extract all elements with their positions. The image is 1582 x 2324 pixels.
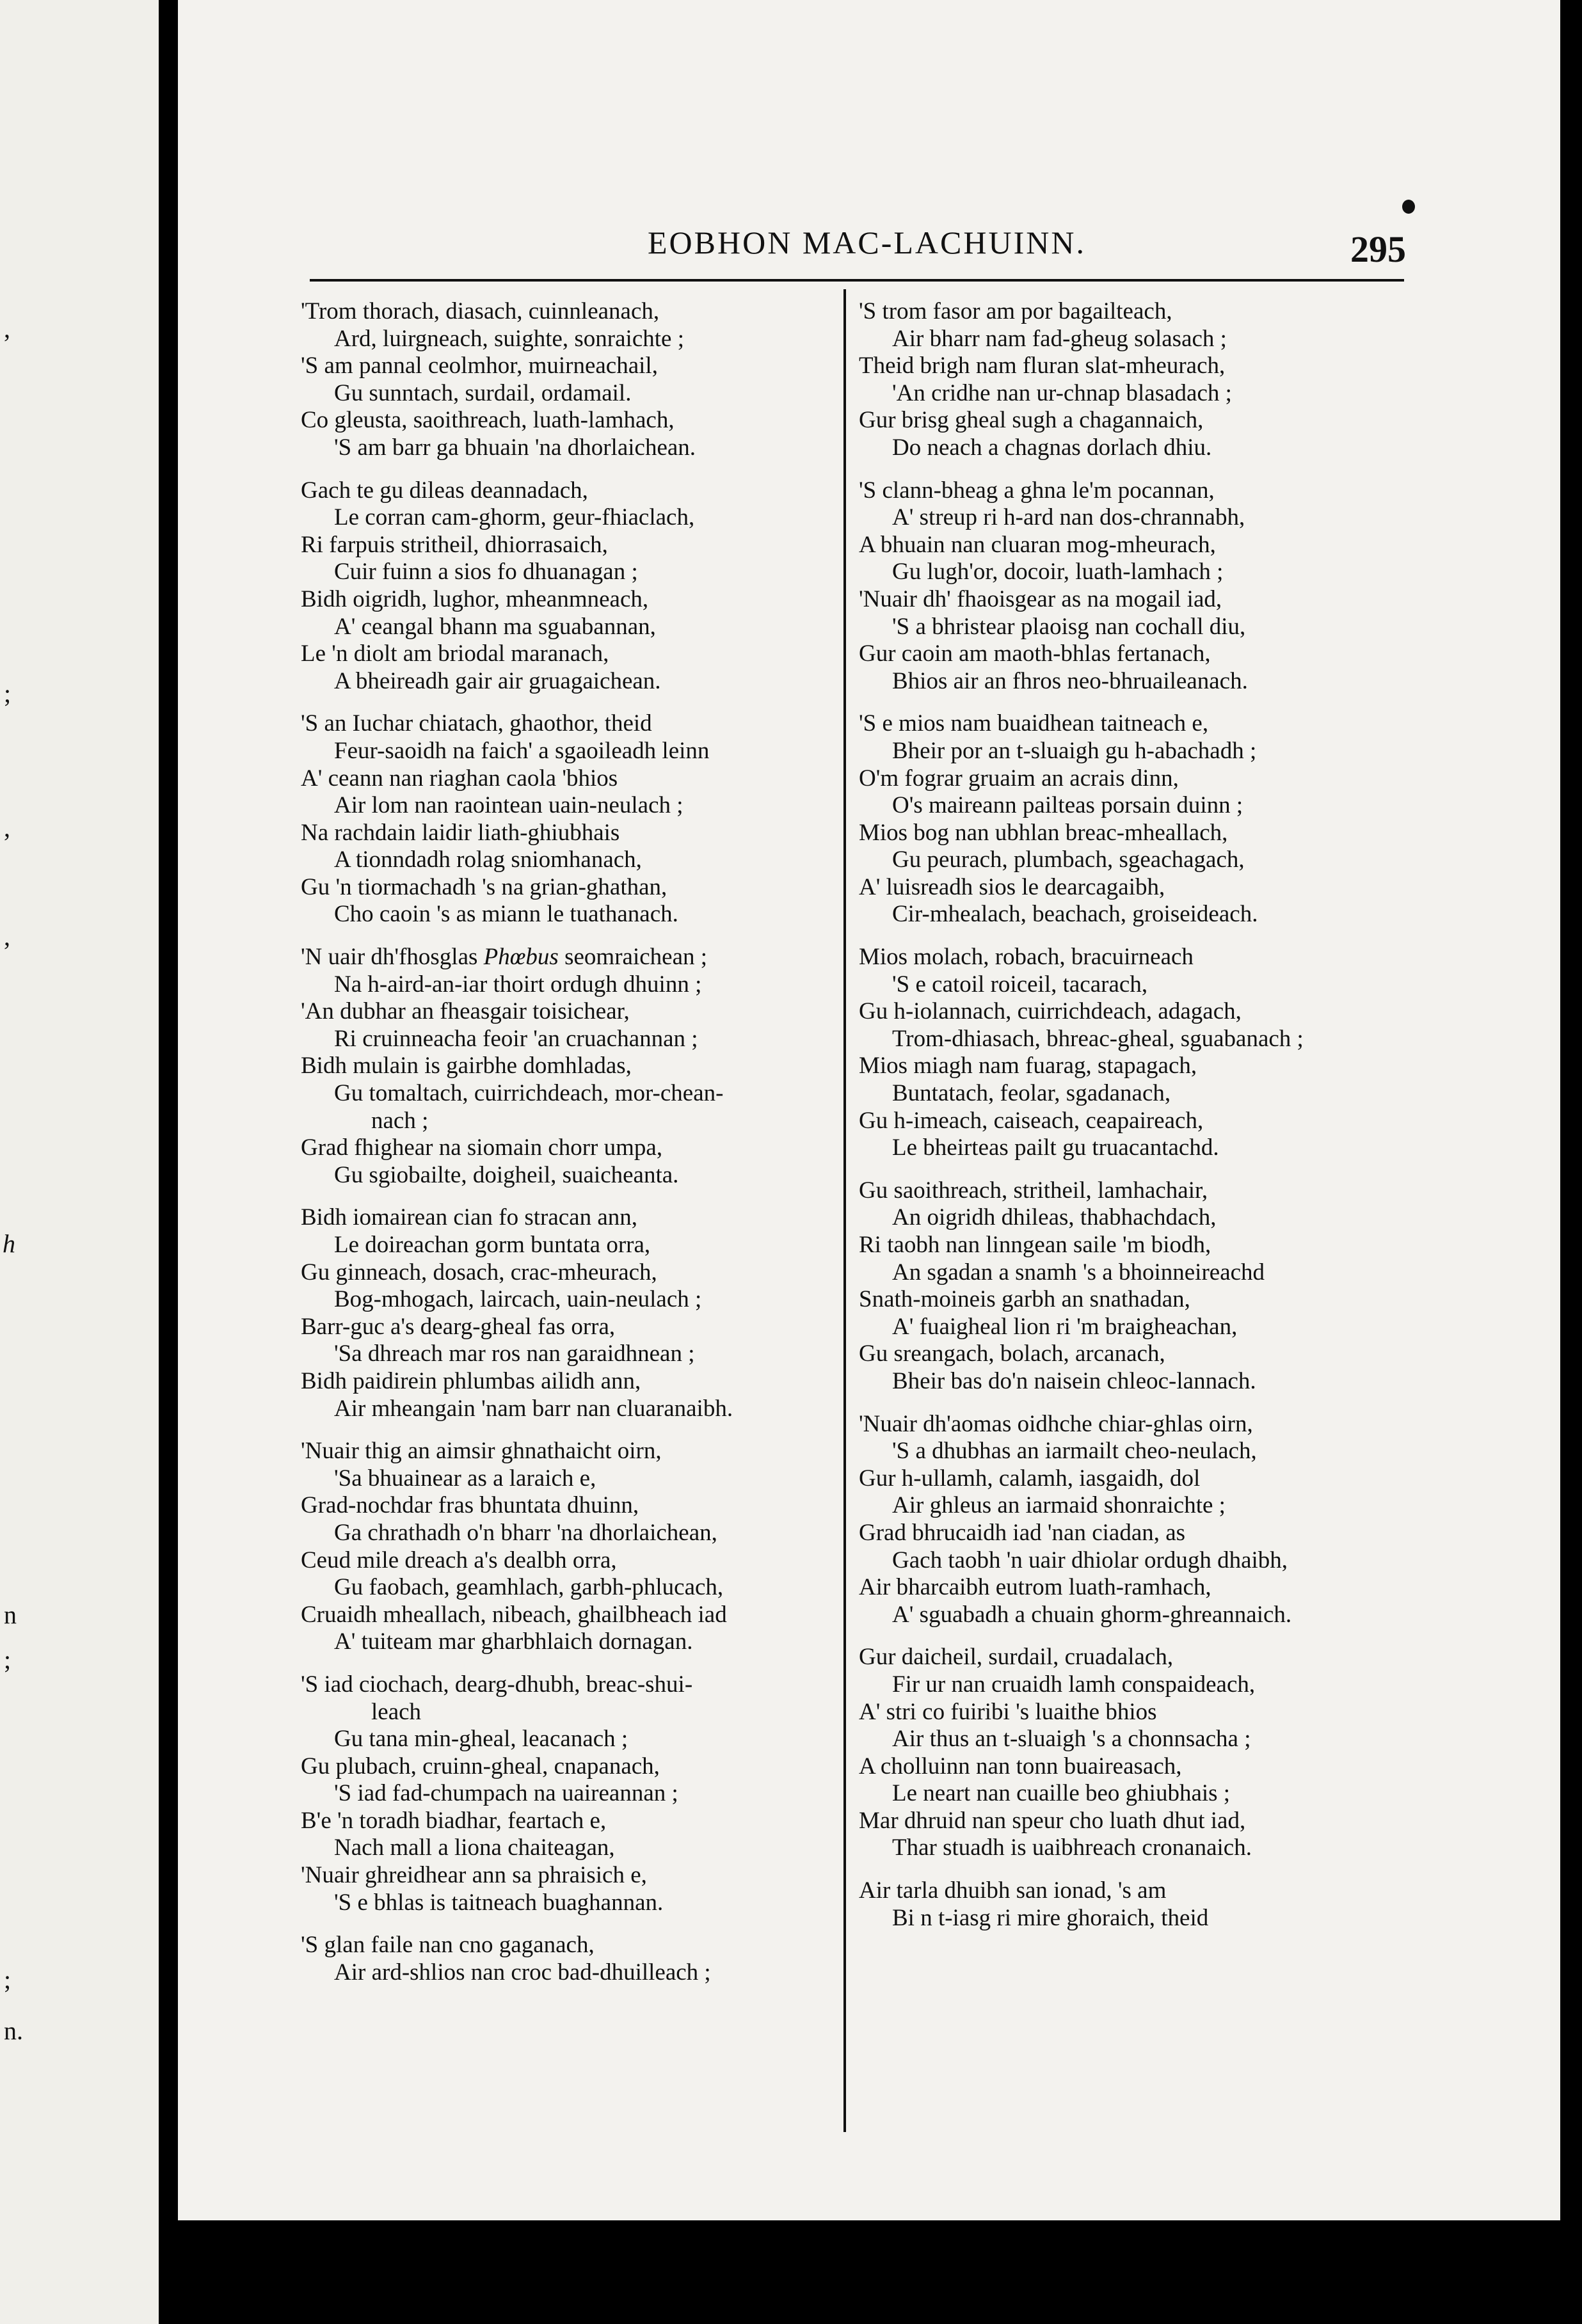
verse-line: 'Sa dhreach mar ros nan garaidhnean ; bbox=[334, 1341, 695, 1367]
verse-line: A' ceangal bhann ma sguabannan, bbox=[334, 613, 656, 640]
stanza bbox=[301, 1671, 842, 1916]
verse-line: Bheir por an t-sluaigh gu h-abachadh ; bbox=[892, 737, 1257, 764]
verse-line: Bog-mhogach, laircach, uain-neulach ; bbox=[334, 1286, 702, 1313]
verse-line: 'Trom thorach, diasach, cuinnleanach, bbox=[301, 298, 660, 324]
verse-line: Air bharr nam fad-gheug solasach ; bbox=[892, 325, 1227, 352]
verse-line: Theid brigh nam fluran slat-mheurach, bbox=[859, 353, 1226, 379]
running-header: EOBHON MAC-LACHUINN. bbox=[648, 225, 1086, 260]
margin-fragment: , bbox=[4, 314, 10, 343]
verse-line: Feur-saoidh na faich' a sgaoileadh leinn bbox=[334, 737, 710, 764]
stanza bbox=[301, 944, 842, 1189]
verse-line: Cuir fuinn a sios fo dhuanagan ; bbox=[334, 559, 638, 585]
verse-line: Gur h-ullamh, calamh, iasgaidh, dol bbox=[859, 1465, 1201, 1492]
verse-line: Gach taobh 'n uair dhiolar ordugh dhaibh, bbox=[892, 1547, 1288, 1573]
margin-fragment: n bbox=[4, 1600, 17, 1629]
verse-line: O's maireann pailteas porsain duinn ; bbox=[892, 792, 1243, 819]
verse-line: Grad-nochdar fras bhuntata dhuinn, bbox=[301, 1492, 639, 1519]
verse-line: 'N uair dh'fhosglas Phœbus seomraichean ; bbox=[301, 944, 708, 971]
verse-line: Gur caoin am maoth-bhlas fertanach, bbox=[859, 641, 1211, 667]
verse-line: Bheir bas do'n naisein chleoc-lannach. bbox=[892, 1367, 1256, 1394]
stanza bbox=[301, 477, 842, 696]
verse-line: Grad bhrucaidh iad 'nan ciadan, as bbox=[859, 1519, 1186, 1546]
verse-line: Ri taobh nan linngean saile 'm biodh, bbox=[859, 1232, 1211, 1258]
verse-line: Cir-mhealach, beachach, groiseideach. bbox=[892, 901, 1258, 928]
scan-border bbox=[178, 2220, 1582, 2324]
verse-line: Co gleusta, saoithreach, luath-lamhach, bbox=[301, 407, 675, 434]
margin-fragment: ; bbox=[4, 1645, 12, 1674]
verse-line: Gu peurach, plumbach, sgeachagach, bbox=[892, 847, 1245, 873]
verse-line: Gach te gu dileas deannadach, bbox=[301, 477, 588, 504]
verse-line: Bhios air an fhros neo-bhruaileanach. bbox=[892, 667, 1248, 694]
stanza bbox=[859, 944, 1390, 1162]
verse-line: A bhuain nan cluaran mog-mheurach, bbox=[859, 531, 1216, 558]
verse-line: Nach mall a liona chaiteagan, bbox=[334, 1835, 615, 1861]
verse-line: A bheireadh gair air gruagaichean. bbox=[334, 667, 661, 694]
verse-line: A' ceann nan riaghan caola 'bhios bbox=[301, 765, 618, 792]
verse-line: Ceud mile dreach a's dealbh orra, bbox=[301, 1547, 617, 1573]
stanza bbox=[859, 710, 1390, 928]
verse-line: Gu sunntach, surdail, ordamail. bbox=[334, 379, 632, 406]
stanza bbox=[859, 477, 1390, 696]
verse-line: Gu lugh'or, docoir, luath-lamhach ; bbox=[892, 559, 1224, 585]
verse-line: Bidh paidirein phlumbas ailidh ann, bbox=[301, 1367, 641, 1394]
verse-line: Bidh oigridh, lughor, mheanmneach, bbox=[301, 585, 649, 612]
verse-line: Air lom nan raointean uain-neulach ; bbox=[334, 792, 683, 819]
verse-line: Bi n t-iasg ri mire ghoraich, theid bbox=[892, 1904, 1209, 1931]
verse-line: Le neart nan cuaille beo ghiubhais ; bbox=[892, 1780, 1231, 1807]
stanza bbox=[301, 1438, 842, 1656]
ink-dot bbox=[1402, 200, 1415, 214]
verse-line: leach bbox=[371, 1698, 422, 1725]
verse-line: Air ghleus an iarmaid shonraichte ; bbox=[892, 1492, 1226, 1519]
stanza bbox=[859, 298, 1390, 462]
verse-line: Ri cruinneacha feoir 'an cruachannan ; bbox=[334, 1025, 698, 1052]
verse-line: Mar dhruid nan speur cho luath dhut iad, bbox=[859, 1807, 1246, 1834]
stanza bbox=[859, 1177, 1390, 1396]
verse-line: Buntatach, feolar, sgadanach, bbox=[892, 1080, 1171, 1107]
verse-line: Ard, luirgneach, suighte, sonraichte ; bbox=[334, 325, 684, 352]
verse-line: Mios bog nan ubhlan breac-mheallach, bbox=[859, 819, 1228, 846]
verse-line: Bidh mulain is gairbhe domhladas, bbox=[301, 1053, 632, 1079]
verse-line: 'S am pannal ceolmhor, muirneachail, bbox=[301, 353, 658, 379]
verse-line: Cho caoin 's as miann le tuathanach. bbox=[334, 901, 678, 928]
verse-line: A' stri co fuiribi 's luaithe bhios bbox=[859, 1698, 1157, 1725]
verse-line: Gu sgiobailte, doigheil, suaicheanta. bbox=[334, 1161, 679, 1188]
stanza bbox=[859, 1644, 1390, 1862]
verse-line: Na rachdain laidir liath-ghiubhais bbox=[301, 819, 620, 846]
verse-line: Gu faobach, geamhlach, garbh-phlucach, bbox=[334, 1574, 724, 1601]
verse-line: 'S a bhristear plaoisg nan cochall diu, bbox=[892, 613, 1246, 640]
margin-fragment: h bbox=[3, 1229, 15, 1258]
verse-line: A cholluinn nan tonn buaireasach, bbox=[859, 1753, 1182, 1779]
page-number: 295 bbox=[1350, 228, 1406, 270]
verse-line: Air tarla dhuibh san ionad, 's am bbox=[859, 1877, 1167, 1904]
stanza bbox=[301, 710, 842, 928]
verse-line: 'Nuair ghreidhear ann sa phraisich e, bbox=[301, 1862, 647, 1889]
verse-line: Gu h-iolannach, cuirrichdeach, adagach, bbox=[859, 998, 1242, 1025]
verse-line: Ga chrathadh o'n bharr 'na dhorlaichean, bbox=[334, 1519, 717, 1546]
verse-line: 'Nuair dh' fhaoisgear as na mogail iad, bbox=[859, 585, 1222, 612]
verse-line: 'S e catoil roiceil, tacarach, bbox=[892, 971, 1148, 998]
verse-line: 'S trom fasor am por bagailteach, bbox=[859, 298, 1172, 324]
margin-fragment: ; bbox=[4, 679, 12, 708]
verse-line: Air thus an t-sluaigh 's a chonnsacha ; bbox=[892, 1726, 1251, 1753]
verse-line: A' tuiteam mar gharbhlaich dornagan. bbox=[334, 1628, 693, 1655]
header-rule bbox=[310, 279, 1404, 282]
page-gutter bbox=[159, 0, 178, 2324]
verse-line: Gu plubach, cruinn-gheal, cnapanach, bbox=[301, 1753, 660, 1779]
verse-line: A tionndadh rolag sniomhanach, bbox=[334, 847, 642, 873]
verse-line: Le 'n diolt am briodal maranach, bbox=[301, 641, 609, 667]
previous-page-margin bbox=[0, 0, 159, 2324]
verse-line: A' streup ri h-ard nan dos-chrannabh, bbox=[892, 504, 1245, 531]
margin-fragment: ; bbox=[4, 1965, 12, 1994]
verse-line: Gu tomaltach, cuirrichdeach, mor-chean- bbox=[334, 1080, 724, 1107]
verse-line: Air ard-shlios nan croc bad-dhuilleach ; bbox=[334, 1959, 711, 1986]
verse-line: Gur daicheil, surdail, cruadalach, bbox=[859, 1644, 1174, 1671]
verse-line: 'S iad ciochach, dearg-dhubh, breac-shui- bbox=[301, 1671, 693, 1698]
verse-line: Gu h-imeach, caiseach, ceapaireach, bbox=[859, 1107, 1204, 1134]
stanza bbox=[301, 298, 842, 462]
verse-line: A' luisreadh sios le dearcagaibh, bbox=[859, 873, 1165, 900]
verse-line: Fir ur nan cruaidh lamh conspaideach, bbox=[892, 1671, 1256, 1698]
verse-line: Barr-guc a's dearg-gheal fas orra, bbox=[301, 1313, 616, 1340]
right-column bbox=[859, 298, 1390, 1947]
verse-line: Air mheangain 'nam barr nan cluaranaibh. bbox=[334, 1395, 733, 1422]
stanza bbox=[859, 1411, 1390, 1629]
verse-line: Ri farpuis stritheil, dhiorrasaich, bbox=[301, 531, 608, 558]
verse-line: Le corran cam-ghorm, geur-fhiaclach, bbox=[334, 504, 695, 531]
verse-line: nach ; bbox=[371, 1107, 429, 1134]
verse-line: Gu tana min-gheal, leacanach ; bbox=[334, 1726, 628, 1753]
verse-line: 'S am barr ga bhuain 'na dhorlaichean. bbox=[334, 434, 696, 461]
verse-line: Snath-moineis garbh an snathadan, bbox=[859, 1286, 1190, 1313]
column-divider bbox=[843, 289, 846, 2132]
verse-line: 'S clann-bheag a ghna le'm pocannan, bbox=[859, 477, 1215, 504]
verse-line: Le doireachan gorm buntata orra, bbox=[334, 1232, 651, 1258]
verse-line: Gu saoithreach, stritheil, lamhachair, bbox=[859, 1177, 1208, 1204]
left-column bbox=[301, 298, 842, 2002]
verse-line: 'Sa bhuainear as a laraich e, bbox=[334, 1465, 596, 1492]
verse-line: Thar stuadh is uaibhreach cronanaich. bbox=[892, 1835, 1252, 1861]
stanza bbox=[301, 1204, 842, 1422]
verse-line: Mios miagh nam fuarag, stapagach, bbox=[859, 1053, 1197, 1079]
verse-line: An oigridh dhileas, thabhachdach, bbox=[892, 1204, 1217, 1231]
verse-line: A' sguabadh a chuain ghorm-ghreannaich. bbox=[892, 1601, 1292, 1628]
verse-line: Air bharcaibh eutrom luath-ramhach, bbox=[859, 1574, 1211, 1601]
verse-line: O'm fograr gruaim an acrais dinn, bbox=[859, 765, 1179, 792]
verse-line: Grad fhighear na siomain chorr umpa, bbox=[301, 1134, 663, 1161]
verse-line: Trom-dhiasach, bhreac-gheal, sguabanach ; bbox=[892, 1025, 1304, 1052]
verse-line: 'Nuair dh'aomas oidhche chiar-ghlas oirn, bbox=[859, 1410, 1253, 1437]
verse-line: Bidh iomairean cian fo stracan ann, bbox=[301, 1204, 638, 1231]
verse-line: Cruaidh mheallach, nibeach, ghailbheach iad bbox=[301, 1601, 727, 1628]
verse-line: 'S glan faile nan cno gaganach, bbox=[301, 1932, 595, 1959]
verse-line: 'S iad fad-chumpach na uaireannan ; bbox=[334, 1780, 678, 1807]
verse-line: Gu 'n tiormachadh 's na grian-ghathan, bbox=[301, 873, 667, 900]
verse-line: 'S a dhubhas an iarmailt cheo-neulach, bbox=[892, 1438, 1257, 1465]
verse-line: B'e 'n toradh biadhar, feartach e, bbox=[301, 1807, 607, 1834]
verse-line: A' fuaigheal lion ri 'm braigheachan, bbox=[892, 1313, 1238, 1340]
verse-line: Mios molach, robach, bracuirneach bbox=[859, 944, 1194, 971]
verse-line: An sgadan a snamh 's a bhoinneireachd bbox=[892, 1259, 1265, 1285]
verse-line: Gur brisg gheal sugh a chagannaich, bbox=[859, 407, 1204, 434]
verse-line: Gu ginneach, dosach, crac-mheurach, bbox=[301, 1259, 657, 1285]
stanza bbox=[859, 1877, 1390, 1932]
margin-fragment: , bbox=[4, 922, 10, 951]
stanza bbox=[301, 1932, 842, 1986]
verse-line: 'S e bhlas is taitneach buaghannan. bbox=[334, 1889, 664, 1916]
margin-fragment: , bbox=[4, 813, 10, 842]
verse-line: 'S e mios nam buaidhean taitneach e, bbox=[859, 710, 1209, 737]
verse-line: 'An cridhe nan ur-chnap blasadach ; bbox=[892, 379, 1232, 406]
verse-line: Le bheirteas pailt gu truacantachd. bbox=[892, 1134, 1219, 1161]
verse-line: 'S an Iuchar chiatach, ghaothor, theid bbox=[301, 710, 652, 737]
margin-fragment: n. bbox=[4, 2016, 23, 2045]
verse-line: Do neach a chagnas dorlach dhiu. bbox=[892, 434, 1212, 461]
verse-line: 'Nuair thig an aimsir ghnathaicht oirn, bbox=[301, 1438, 662, 1465]
verse-line: Gu sreangach, bolach, arcanach, bbox=[859, 1341, 1165, 1367]
verse-line: Na h-aird-an-iar thoirt ordugh dhuinn ; bbox=[334, 971, 702, 998]
verse-line: 'An dubhar an fheasgair toisichear, bbox=[301, 998, 630, 1025]
